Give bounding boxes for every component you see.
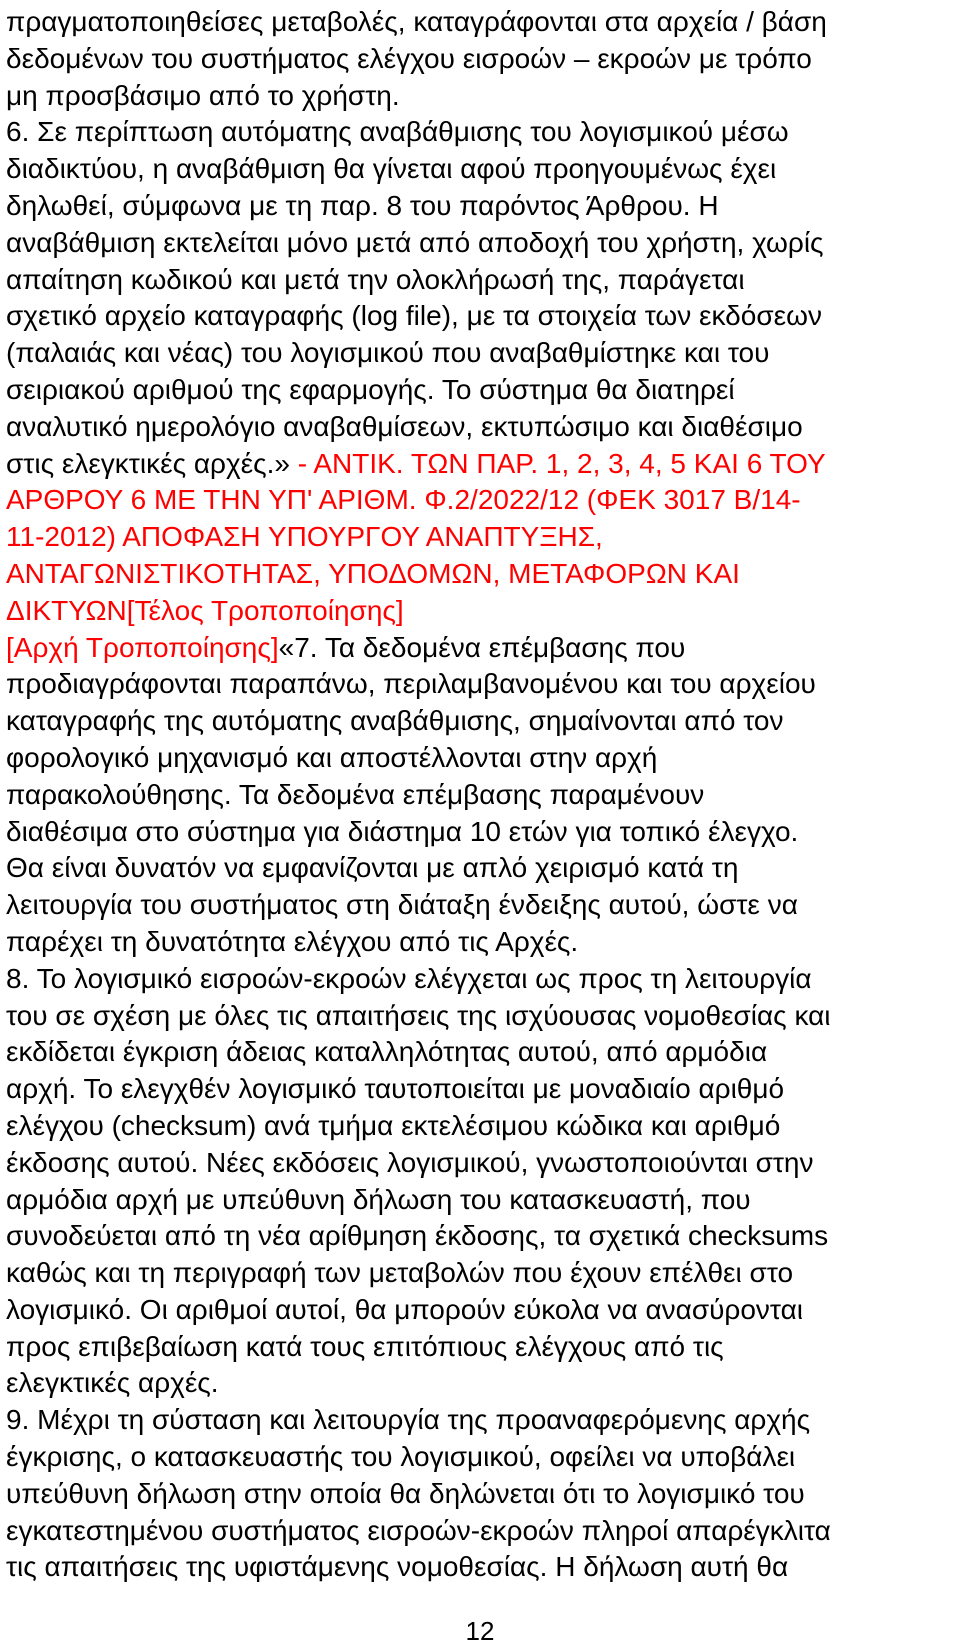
text-line: αναβάθμιση εκτελείται μόνο μετά από αποδοχή του χρήστη, χωρίς [6, 226, 824, 258]
text-line: έγκρισης, ο κατασκευαστής του λογισμικού, οφείλει να υποβάλει [6, 1441, 796, 1473]
text-line: αρμόδια αρχή με υπεύθυνη δήλωση του κατασκευαστή, που [6, 1183, 751, 1215]
text-line: σειριακού αριθμού της εφαρμογής. Το σύστημα θα διατηρεί [6, 373, 735, 405]
amendment-note-line: ΑΡΘΡΟΥ 6 ΜΕ ΤΗΝ ΥΠ' ΑΡΙΘΜ. Φ.2/2022/12 (ΦΕΚ 3017 Β/14- [6, 484, 801, 516]
text-line: σχετικό αρχείο καταγραφής (log file), με τα στοιχεία των εκδόσεων [6, 300, 822, 332]
text-line: δηλωθεί, σύμφωνα με τη παρ. 8 του παρόντος Άρθρου. Η [6, 189, 719, 221]
amendment-note-line: ΔΙΚΤΥΩΝ[Τέλος Τροποποίησης] [6, 594, 404, 626]
text-line: 8. Το λογισμικό εισροών-εκροών ελέγχεται ως προς τη λειτουργία [6, 962, 812, 994]
amendment-note: - ΑΝΤΙΚ. ΤΩΝ ΠΑΡ. 1, 2, 3, 4, 5 ΚΑΙ 6 ΤΟΥ [289, 447, 826, 479]
text-line: καθώς και τη περιγραφή των μεταβολών που έχουν επέλθει στο [6, 1257, 794, 1289]
body-text [6, 4, 954, 1586]
text-line: Θα είναι δυνατόν να εμφανίζονται με απλό χειρισμό κατά τη [6, 852, 739, 884]
text-line-mixed [6, 446, 954, 483]
text-line: εγκατεστημένου συστήματος εισροών-εκροών πληροί απαρέγκλιτα [6, 1514, 831, 1546]
amendment-note-line: ΑΝΤΑΓΩΝΙΣΤΙΚΟΤΗΤΑΣ, ΥΠΟΔΟΜΩΝ, ΜΕΤΑΦΟΡΩΝ ΚΑΙ [6, 557, 740, 589]
text-line: προδιαγράφονται παραπάνω, περιλαμβανομένου και του αρχείου [6, 668, 816, 700]
text-line: λειτουργία του συστήματος στη διάταξη ένδειξης αυτού, ώστε να [6, 889, 798, 921]
text-line: παρακολούθησης. Τα δεδομένα επέμβασης παραμένουν [6, 778, 705, 810]
amendment-start-marker: [Αρχή Τροποποίησης] [6, 631, 279, 663]
text-line: του σε σχέση με όλες τις απαιτήσεις της ισχύουσας νομοθεσίας και [6, 999, 831, 1031]
text-segment: στις ελεγκτικές αρχές.» [6, 447, 290, 479]
text-line: τις απαιτήσεις της υφιστάμενης νομοθεσίας. Η δήλωση αυτή θα [6, 1551, 789, 1583]
text-line: φορολογικό μηχανισμό και αποστέλλονται στην αρχή [6, 741, 658, 773]
text-line: απαίτηση κωδικού και μετά την ολοκλήρωσή της, παράγεται [6, 263, 745, 295]
page-number: 12 [465, 1616, 495, 1646]
text-line: αρχή. Το ελεγχθέν λογισμικό ταυτοποιείται με μοναδιαίο αριθμό [6, 1073, 785, 1105]
text-line: 9. Μέχρι τη σύσταση και λειτουργία της προαναφερόμενης αρχής [6, 1404, 811, 1436]
text-line: λογισμικό. Οι αριθμοί αυτοί, θα μπορούν εύκολα να ανασύρονται [6, 1293, 804, 1325]
text-line: (παλαιάς και νέας) του λογισμικού που αναβαθμίστηκε και του [6, 337, 770, 369]
text-line: αναλυτικό ημερολόγιο αναβαθμίσεων, εκτυπώσιμο και διαθέσιμο [6, 410, 803, 442]
text-line: 6. Σε περίπτωση αυτόματης αναβάθμισης του λογισμικού μέσω [6, 116, 789, 148]
text-line: πραγματοποιηθείσες μεταβολές, καταγράφονται στα αρχεία / βάση [6, 6, 827, 37]
amendment-note-line: 11-2012) ΑΠΟΦΑΣΗ ΥΠΟΥΡΓΟΥ ΑΝΑΠΤΥΞΗΣ, [6, 521, 603, 553]
text-segment: «7. Τα δεδομένα επέμβασης που [278, 631, 686, 663]
text-line-mixed [6, 630, 954, 667]
text-line: δεδομένων του συστήματος ελέγχου εισροών – εκροών με τρόπο [6, 42, 812, 74]
text-line: ελεγκτικές αρχές. [6, 1367, 219, 1399]
text-line: παρέχει τη δυνατότητα ελέγχου από τις Αρχές. [6, 925, 579, 957]
text-line: υπεύθυνη δήλωση στην οποία θα δηλώνεται ότι το λογισμικό του [6, 1477, 805, 1509]
text-line: εκδίδεται έγκριση άδειας καταλληλότητας αυτού, από αρμόδια [6, 1036, 768, 1068]
text-line: καταγραφής της αυτόματης αναβάθμισης, σημαίνονται από τον [6, 705, 784, 737]
text-line: διαθέσιμα στο σύστημα για διάστημα 10 ετών για τοπικό έλεγχο. [6, 815, 799, 847]
text-line: προς επιβεβαίωση κατά τους επιτόπιους ελέγχους από τις [6, 1330, 724, 1362]
text-line: μη προσβάσιμο από το χρήστη. [6, 79, 400, 111]
text-line: συνοδεύεται από τη νέα αρίθμηση έκδοσης, τα σχετικά checksums [6, 1220, 829, 1252]
text-line: διαδικτύου, η αναβάθμιση θα γίνεται αφού προηγουμένως έχει [6, 153, 777, 185]
text-line: ελέγχου (checksum) ανά τμήμα εκτελέσιμου κώδικα και αριθμό [6, 1109, 781, 1141]
text-line: έκδοσης αυτού. Νέες εκδόσεις λογισμικού, γνωστοποιούνται στην [6, 1146, 814, 1178]
